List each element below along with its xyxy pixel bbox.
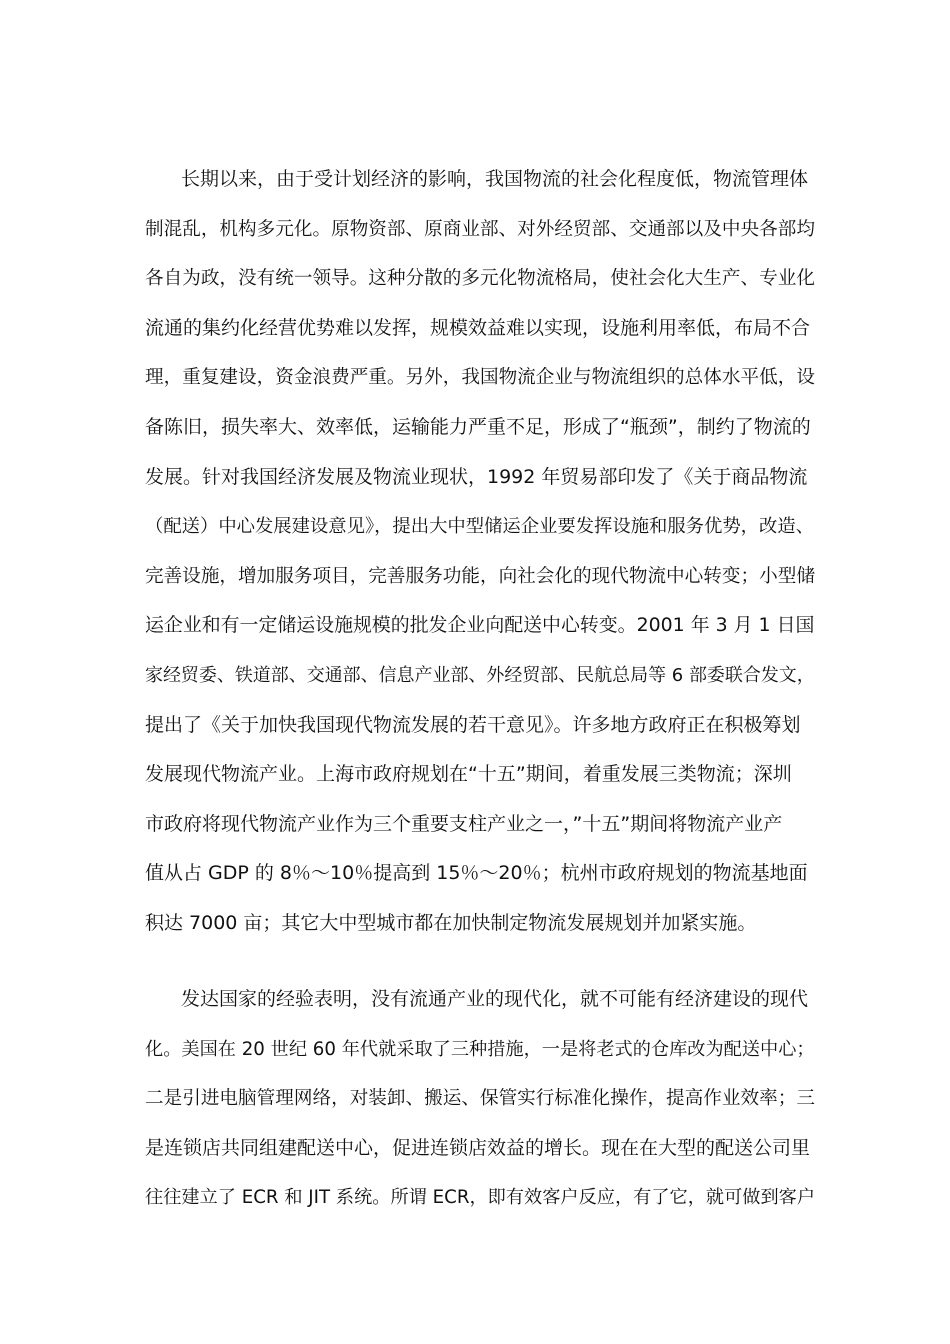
paragraph-line: 理，重复建设，资金浪费严重。另外，我国物流企业与物流组织的总体水平低，设	[145, 367, 815, 389]
paragraph-line: 流通的集约化经营优势难以发挥，规模效益难以实现，设施利用率低，布局不合	[145, 316, 811, 339]
paragraph-line: 市政府将现代物流产业作为三个重要支柱产业之一，”十五”期间将物流产业产	[145, 812, 783, 835]
paragraph-line: 积达 7000 亩；其它大中型城市都在加快制定物流发展规划并加紧实施。	[145, 911, 757, 934]
paragraph-line: 长期以来，由于受计划经济的影响，我国物流的社会化程度低，物流管理体	[181, 168, 809, 190]
paragraph-2	[145, 975, 815, 1223]
paragraph-line: 往往建立了 ECR 和 JIT 系统。所谓 ECR，即有效客户反应，有了它，就可做到客户	[145, 1187, 816, 1209]
paragraph-line: 值从占 GDP 的 8％～10％提高到 15％～20％；杭州市政府规划的物流基地面	[145, 862, 808, 885]
paragraph-line: 发展现代物流产业。上海市政府规划在“十五”期间，着重发展三类物流；深圳	[145, 763, 792, 786]
paragraph-line: 各自为政，没有统一领导。这种分散的多元化物流格局，使社会化大生产、专业化	[145, 268, 815, 290]
paragraph-line: 二是引进电脑管理网络，对装卸、搬运、保管实行标准化操作，提高作业效率；三	[145, 1088, 815, 1110]
paragraph-line: 发展。针对我国经济发展及物流业现状，1992 年贸易部印发了《关于商品物流	[145, 465, 808, 488]
paragraph-line: 提出了《关于加快我国现代物流发展的若干意见》。许多地方政府正在积极筹划	[145, 713, 801, 736]
paragraph-line: 家经贸委、铁道部、交通部、信息产业部、外经贸部、民航总局等 6 部委联合发文，	[145, 664, 815, 686]
paragraph-line: （配送）中心发展建设意见》，提出大中型储运企业要发挥设施和服务优势，改造、	[145, 516, 814, 538]
paragraph-line: 完善设施，增加服务项目，完善服务功能，向社会化的现代物流中心转变；小型储	[145, 565, 815, 587]
paragraph-line: 发达国家的经验表明，没有流通产业的现代化，就不可能有经济建设的现代	[181, 988, 809, 1010]
paragraph-line: 是连锁店共同组建配送中心，促进连锁店效益的增长。现在在大型的配送公司里	[145, 1136, 811, 1159]
paragraph-line: 化。美国在 20 世纪 60 年代就采取了三种措施，一是将老式的仓库改为配送中心；	[145, 1038, 815, 1060]
paragraph-line: 备陈旧，损失率大、效率低，运输能力严重不足，形成了“瓶颈”，制约了物流的	[145, 415, 811, 438]
paragraph-1	[145, 155, 815, 949]
paragraph-line: 制混乱，机构多元化。原物资部、原商业部、对外经贸部、交通部以及中央各部均	[145, 218, 815, 240]
paragraph-line: 运企业和有一定储运设施规模的批发企业向配送中心转变。2001 年 3 月 1 日国	[145, 614, 815, 637]
